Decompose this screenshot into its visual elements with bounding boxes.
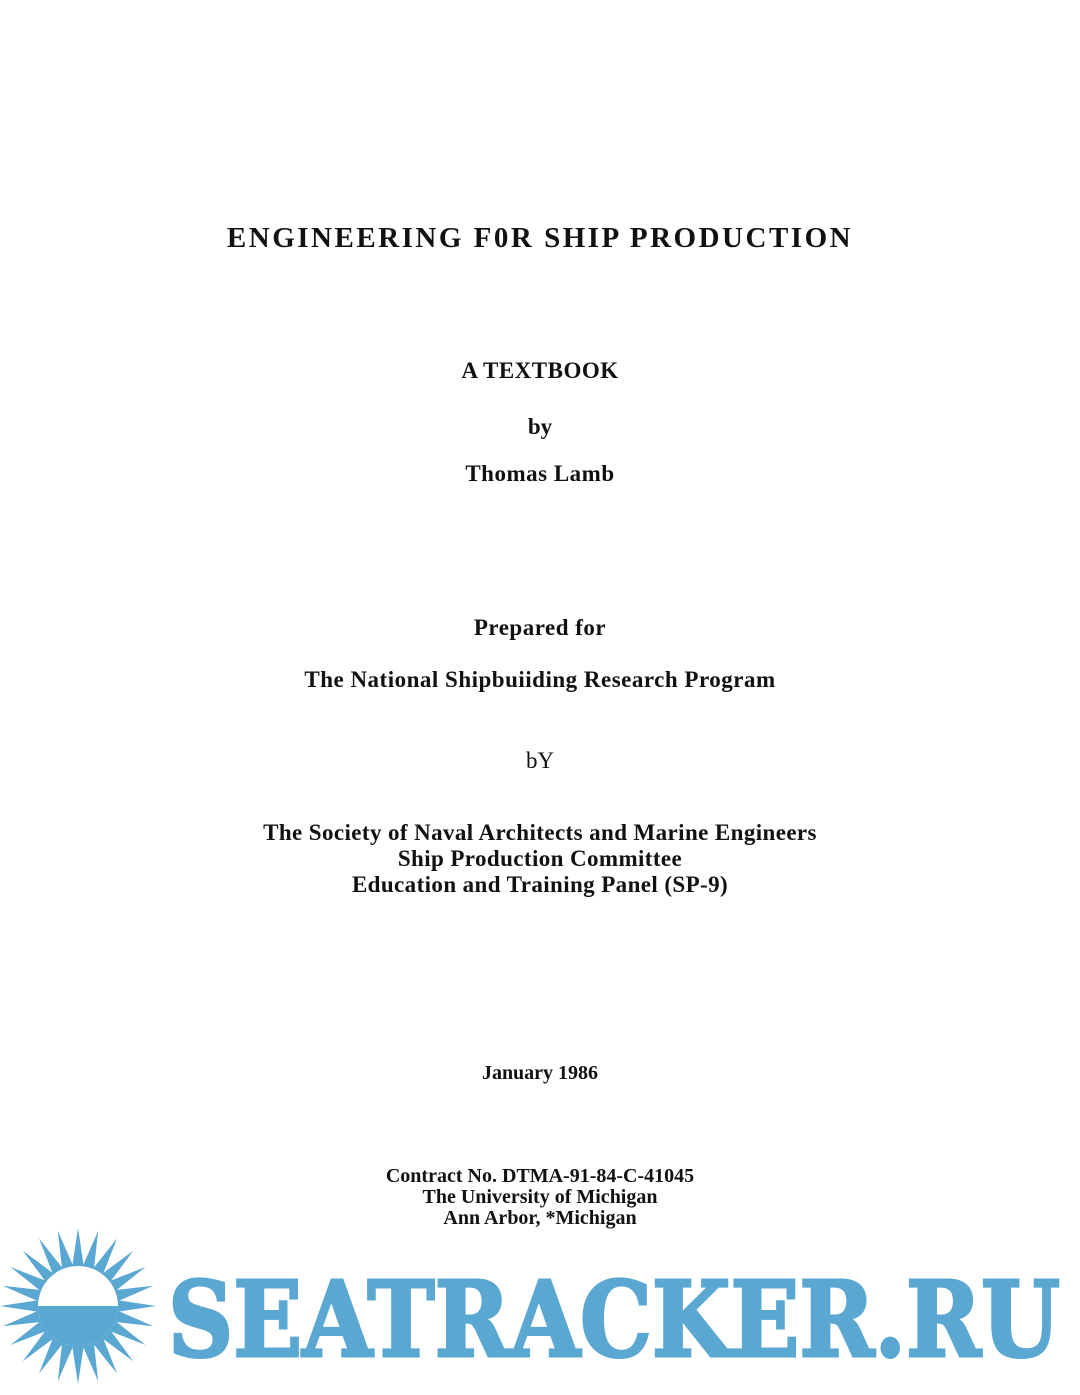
watermark — [0, 1228, 1080, 1390]
by-line-secondary: bY — [525, 748, 555, 773]
document-subtitle: A TEXTBOOK — [461, 358, 619, 383]
author-name: Thomas Lamb — [465, 461, 615, 486]
organization-line: Education and Training Panel (SP-9) — [351, 872, 729, 897]
organization-line: The Society of Naval Architects and Marine Engineers — [263, 820, 817, 845]
organization-line: Ship Production Committee — [397, 846, 683, 871]
prepared-for-label: Prepared for — [473, 615, 607, 640]
contract-line: Ann Arbor, *Michigan — [443, 1207, 637, 1229]
sun-logo-icon — [0, 1228, 156, 1384]
contract-block — [0, 1166, 1080, 1229]
by-line: by — [527, 414, 553, 439]
watermark-text: SEATRACKER.RU — [168, 1258, 1060, 1381]
organization-block — [0, 820, 1080, 898]
watermark-graphic — [0, 1228, 1080, 1390]
contract-line: The University of Michigan — [422, 1186, 658, 1208]
publication-date: January 1986 — [481, 1062, 599, 1084]
document-title: ENGINEERING F0R SHIP PRODUCTION — [226, 222, 854, 254]
contract-line: Contract No. DTMA-91-84-C-41045 — [385, 1165, 695, 1187]
program-name: The National Shipbuiiding Research Program — [304, 667, 776, 692]
